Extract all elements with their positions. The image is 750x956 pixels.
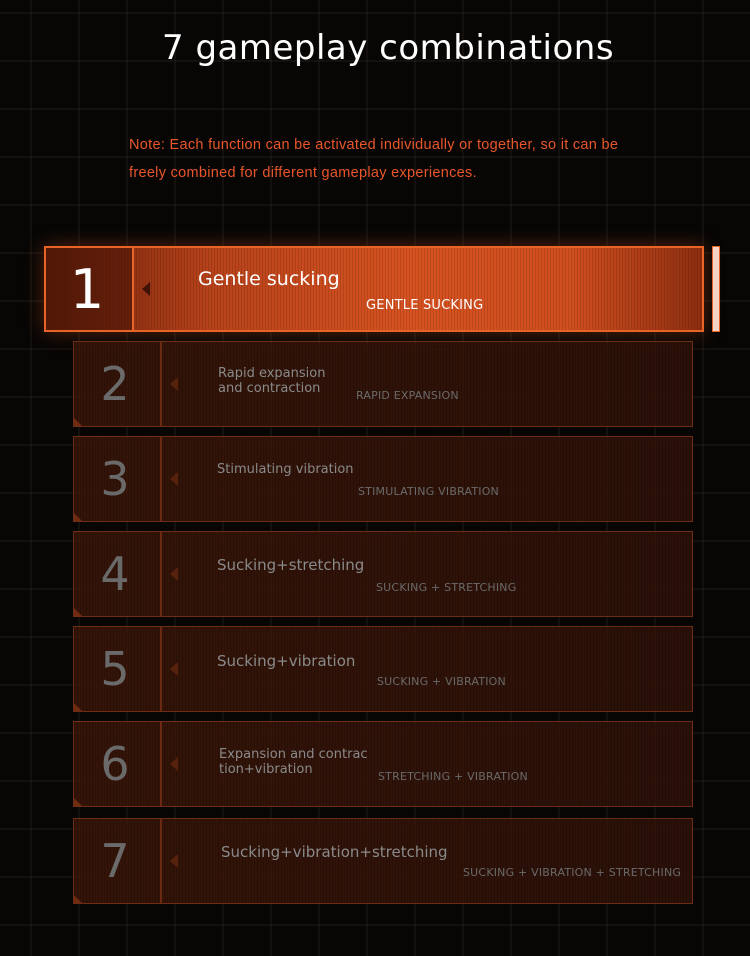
item-number-box [74,532,162,616]
item-label: Stimulating vibration [217,462,354,477]
combination-item-4[interactable] [73,531,693,617]
item-label: Sucking+stretching [217,556,365,574]
item-number-box [74,627,162,711]
item-number-box [74,819,162,903]
item-subtitle: SUCKING + VIBRATION + STRETCHING [463,866,682,879]
chevron-left-icon [170,854,178,868]
chevron-left-icon [170,377,178,391]
item-subtitle: GENTLE SUCKING [366,298,484,313]
item-subtitle: STIMULATING VIBRATION [358,485,499,498]
item-number: 2 [100,357,130,411]
item-number: 7 [100,834,130,888]
combination-item-5[interactable] [73,626,693,712]
item-number-box [74,437,162,521]
item-label: Gentle sucking [198,268,340,290]
item-number: 6 [100,737,130,791]
item-label: Sucking+vibration+stretching [221,843,448,861]
corner-notch [74,703,82,711]
item-number: 3 [100,452,130,506]
active-indicator [712,246,720,332]
item-subtitle: SUCKING + STRETCHING [376,581,517,594]
item-label: Expansion and contraction+vibration [219,747,368,777]
item-subtitle: SUCKING + VIBRATION [377,675,506,688]
item-number-box [46,248,134,330]
corner-notch [74,418,82,426]
combination-item-3[interactable] [73,436,693,522]
chevron-left-icon [170,472,178,486]
combination-item-1[interactable] [44,246,704,332]
item-number-box [74,342,162,426]
combination-item-7[interactable] [73,818,693,904]
item-number: 4 [100,547,130,601]
item-number: 5 [100,642,130,696]
chevron-left-icon [170,662,178,676]
chevron-left-icon [170,757,178,771]
corner-notch [74,513,82,521]
item-number: 1 [69,257,105,321]
corner-notch [74,608,82,616]
note-text: Note: Each function can be activated individually or together, so it can be freely combined for different gameplay experiences. [129,137,619,181]
combination-item-6[interactable] [73,721,693,807]
combination-item-2[interactable] [73,341,693,427]
item-number-box [74,722,162,806]
item-label: Sucking+vibration [217,652,356,670]
item-subtitle: STRETCHING + VIBRATION [378,770,528,783]
item-subtitle: RAPID EXPANSION [356,389,459,402]
corner-notch [74,798,82,806]
corner-notch [74,895,82,903]
page-title: 7 gameplay combinations [162,28,615,68]
chevron-left-icon [142,282,150,296]
item-label: Rapid expansion and contraction [218,366,326,396]
chevron-left-icon [170,567,178,581]
